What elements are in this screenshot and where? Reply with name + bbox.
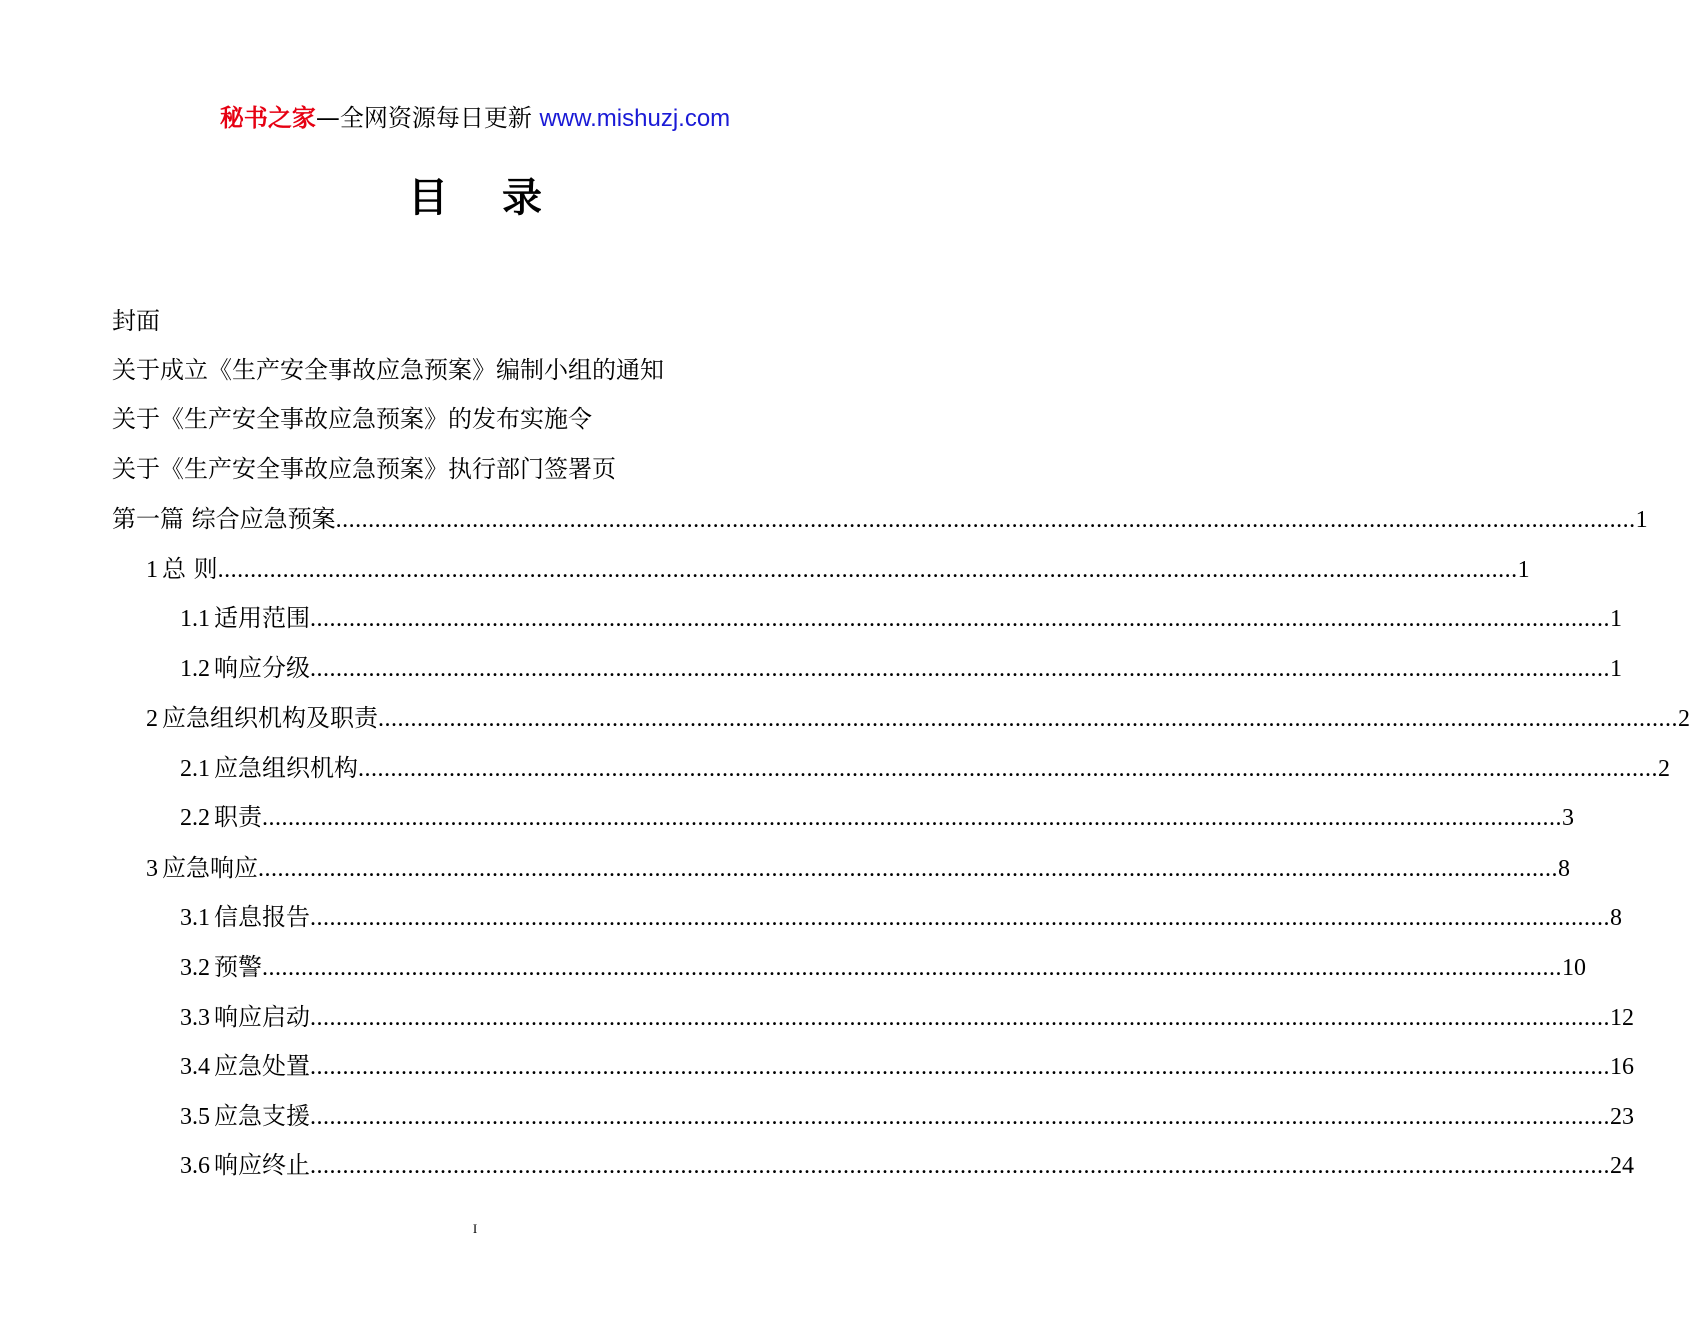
toc-entry-section[interactable]: [146, 700, 1690, 736]
toc-item-number: 2.2: [180, 805, 210, 831]
dot-leader: ........................................................................................................................................................................................................: [262, 955, 1562, 981]
site-header: [0, 101, 950, 136]
toc-page-number: 2: [1678, 706, 1690, 732]
toc-item-number: 3.6: [180, 1153, 210, 1179]
toc-entry-subsection[interactable]: [180, 899, 1622, 935]
site-tagline: —全网资源每日更新: [315, 104, 540, 132]
toc-item-number: 3: [146, 856, 158, 882]
dot-leader: ........................................................................................................................................................................................................: [217, 557, 1518, 583]
toc-page-number: 1: [1610, 606, 1622, 632]
toc-preface-item[interactable]: [112, 303, 837, 339]
toc-item-label: 关于成立《生产安全事故应急预案》编制小组的通知: [112, 356, 664, 384]
toc-item-number: 3.3: [180, 1005, 210, 1031]
toc-item-number: 2.1: [180, 756, 210, 782]
dot-leader: ........................................................................................................................................................................................................: [310, 1153, 1610, 1179]
toc-page-number: 23: [1610, 1104, 1634, 1130]
toc-item-label: 响应启动: [214, 1003, 310, 1031]
dot-leader: ........................................................................................................................................................................................................: [358, 756, 1658, 782]
toc-entry-subsection[interactable]: [180, 1098, 1634, 1134]
toc-page-number: 3: [1562, 805, 1574, 831]
toc-item-label: 响应终止: [214, 1151, 310, 1179]
toc-page-number: 24: [1610, 1153, 1634, 1179]
toc-item-number: 3.2: [180, 955, 210, 981]
toc-item-label: 应急组织机构: [214, 754, 358, 782]
toc-entry-subsection[interactable]: [180, 600, 1622, 636]
toc-page-number: 12: [1610, 1005, 1634, 1031]
toc-item-label: 预警: [214, 953, 262, 981]
toc-entry-section[interactable]: [146, 551, 1530, 587]
toc-preface-item[interactable]: [112, 352, 837, 388]
page-number: I: [472, 1221, 478, 1236]
toc-page-number: 16: [1610, 1054, 1634, 1080]
dot-leader: ........................................................................................................................................................................................................: [310, 905, 1610, 931]
toc-title: 目 录: [408, 175, 562, 221]
toc-item-number: 3.4: [180, 1054, 210, 1080]
dot-leader: ........................................................................................................................................................................................................: [258, 856, 1558, 882]
dot-leader: ........................................................................................................................................................................................................: [310, 1104, 1610, 1130]
toc-entry-part[interactable]: [112, 501, 1648, 537]
site-url-link[interactable]: www.mishuzj.com: [539, 105, 731, 132]
toc-item-label: 第一篇 综合应急预案: [112, 505, 336, 533]
toc-item-number: 3.1: [180, 905, 210, 931]
toc-page-number: 1: [1517, 557, 1530, 583]
dot-leader: ........................................................................................................................................................................................................: [335, 507, 1636, 533]
toc-item-label: 应急支援: [214, 1102, 310, 1130]
toc-item-number: 3.5: [180, 1104, 210, 1130]
toc-item-label: 响应分级: [214, 654, 310, 682]
toc-page-number: 1: [1610, 656, 1622, 682]
dot-leader: ........................................................................................................................................................................................................: [310, 1005, 1610, 1031]
toc-page-number: 10: [1562, 955, 1586, 981]
toc-item-number: 1.1: [180, 606, 210, 632]
toc-page-number: 1: [1635, 507, 1648, 533]
toc-item-label: 封面: [112, 307, 160, 335]
site-brand: 秘书之家: [219, 104, 316, 132]
toc-entry-subsection[interactable]: [180, 799, 1574, 835]
toc-item-label: 职责: [214, 803, 262, 831]
toc-entry-subsection[interactable]: [180, 999, 1634, 1035]
dot-leader: ........................................................................................................................................................................................................: [262, 805, 1562, 831]
toc-item-label: 信息报告: [214, 903, 310, 931]
toc-item-label: 总 则: [162, 555, 218, 583]
toc-entry-section[interactable]: [146, 850, 1570, 886]
toc-item-number: 1.2: [180, 656, 210, 682]
toc-item-number: 1: [146, 557, 158, 583]
dot-leader: ........................................................................................................................................................................................................: [378, 706, 1678, 732]
toc-item-label: 应急响应: [162, 854, 258, 882]
toc-preface-item[interactable]: [112, 451, 837, 487]
dot-leader: ........................................................................................................................................................................................................: [310, 656, 1610, 682]
toc-item-label: 关于《生产安全事故应急预案》的发布实施令: [112, 405, 592, 433]
dot-leader: ........................................................................................................................................................................................................: [310, 1054, 1610, 1080]
toc-entry-subsection[interactable]: [180, 949, 1586, 985]
toc-item-label: 应急组织机构及职责: [162, 704, 378, 732]
toc-entry-subsection[interactable]: [180, 650, 1622, 686]
toc-item-label: 关于《生产安全事故应急预案》执行部门签署页: [112, 455, 616, 483]
toc-page-number: 8: [1558, 856, 1570, 882]
toc-item-label: 应急处置: [214, 1052, 310, 1080]
toc-entry-subsection[interactable]: [180, 1048, 1634, 1084]
dot-leader: ........................................................................................................................................................................................................: [310, 606, 1610, 632]
toc-page-number: 2: [1658, 756, 1670, 782]
toc-entry-subsection[interactable]: [180, 750, 1670, 786]
toc-page-number: 8: [1610, 905, 1622, 931]
toc-item-number: 2: [146, 706, 158, 732]
toc-preface-item[interactable]: [112, 401, 837, 437]
toc-item-label: 适用范围: [214, 604, 310, 632]
toc-entry-subsection[interactable]: [180, 1147, 1634, 1183]
